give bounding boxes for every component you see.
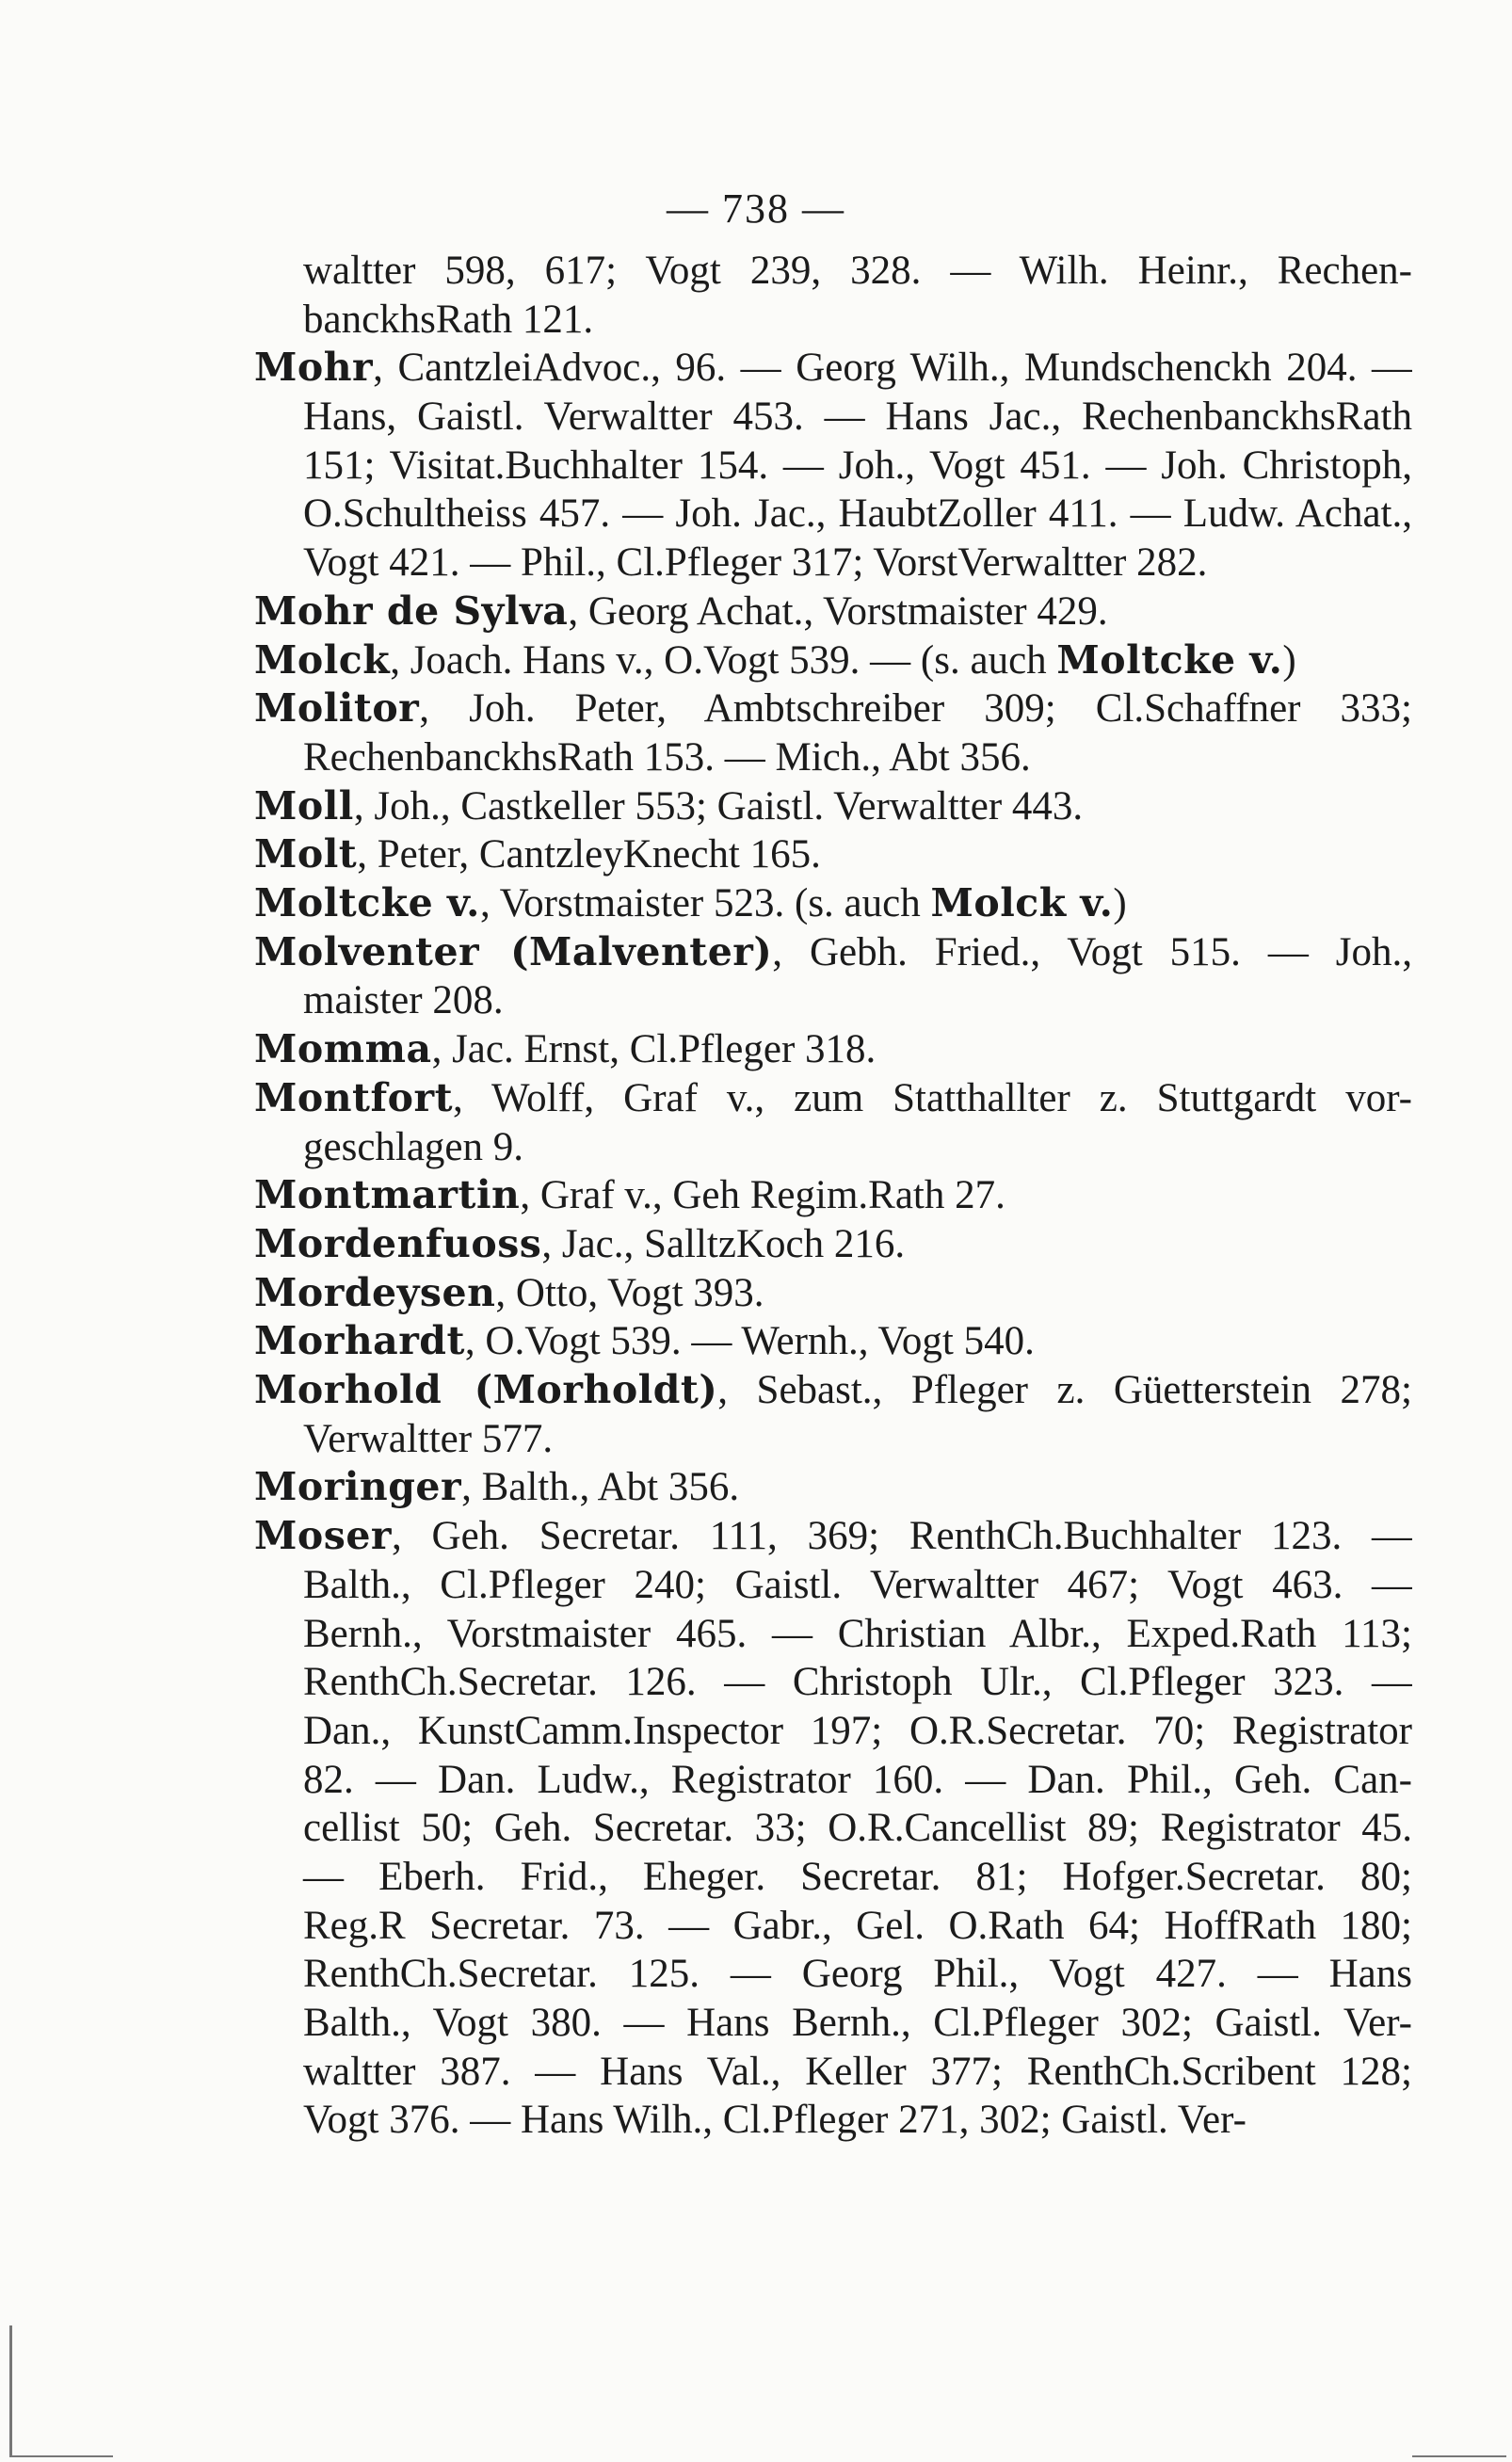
index-entry bbox=[254, 344, 1412, 587]
entry-line bbox=[254, 539, 1412, 587]
entry-text: , Joach. Hans v., O.Vogt 539. — (s. auch bbox=[390, 637, 1057, 683]
entry-headword: Mohr de Sylva bbox=[254, 587, 569, 634]
entry-headword: Montfort bbox=[254, 1074, 454, 1120]
entry-line bbox=[254, 587, 1412, 636]
entry-line bbox=[254, 1902, 1412, 1951]
entry-text: RenthCh.Secretar. 126. — Christoph Ulr., Cl.Pfleger 323. — bbox=[303, 1660, 1412, 1705]
index-entry bbox=[254, 1269, 1412, 1318]
entry-text: , Joh. Peter, Ambtschreiber 309; Cl.Schaffner 333; bbox=[419, 686, 1412, 732]
entry-text: Reg.R Secretar. 73. — Gabr., Gel. O.Rath 64; HoffRath 180; bbox=[303, 1903, 1412, 1948]
index-entry bbox=[254, 1512, 1412, 2145]
entry-headword: Moltcke v. bbox=[1056, 636, 1283, 683]
entry-headword: Moll bbox=[254, 782, 354, 829]
entry-text: — Eberh. Frid., Eheger. Secretar. 81; Hofger.Secretar. 80; bbox=[303, 1854, 1412, 1899]
entry-text: , Geh. Secretar. 111, 369; RenthCh.Buchhalter 123. — bbox=[392, 1514, 1412, 1559]
entry-text: cellist 50; Geh. Secretar. 33; O.R.Cancellist 89; Registrator 45. bbox=[303, 1806, 1412, 1851]
entry-line bbox=[254, 636, 1412, 685]
entry-line bbox=[254, 1707, 1412, 1756]
entry-headword: Momma bbox=[254, 1026, 432, 1072]
entry-line bbox=[254, 879, 1412, 928]
scan-border-bottom-right bbox=[1412, 2455, 1506, 2457]
entry-text: RechenbanckhsRath 153. — Mich., Abt 356. bbox=[303, 734, 1031, 780]
scan-border-left bbox=[9, 2325, 12, 2457]
entry-headword: Moringer bbox=[254, 1464, 462, 1510]
entry-line bbox=[254, 1171, 1412, 1220]
entry-text: 151; Visitat.Buchhalter 154. — Joh., Vogt 451. — Joh. Christoph, bbox=[303, 443, 1412, 488]
entry-line bbox=[254, 1950, 1412, 1999]
entry-line bbox=[254, 247, 1412, 296]
index-entry bbox=[254, 928, 1412, 1025]
entry-text: , Wolff, Graf v., zum Statthallter z. Stuttgardt vor- bbox=[453, 1075, 1412, 1120]
entry-text: , Jac., SalltzKoch 216. bbox=[541, 1221, 906, 1266]
index-entry bbox=[254, 830, 1412, 879]
entry-line bbox=[254, 490, 1412, 539]
entry-text: , O.Vogt 539. — Wernh., Vogt 540. bbox=[464, 1319, 1035, 1364]
index-entry bbox=[254, 587, 1412, 636]
entry-line bbox=[254, 928, 1412, 977]
entry-line bbox=[254, 2096, 1412, 2145]
entry-headword: Molventer (Malventer) bbox=[254, 928, 773, 974]
entry-text: banckhsRath 121. bbox=[303, 297, 594, 342]
entry-line bbox=[254, 1561, 1412, 1610]
entry-text: , Gebh. Fried., Vogt 515. — Joh., bbox=[772, 929, 1412, 974]
entry-text: , Vorstmaister 523. (s. auch bbox=[479, 881, 931, 926]
entry-text: geschlagen 9. bbox=[303, 1124, 524, 1169]
index-text-block bbox=[254, 247, 1412, 2145]
entry-headword: Molck bbox=[254, 636, 391, 683]
entry-line bbox=[254, 1025, 1412, 1074]
entry-text: Hans, Gaistl. Verwaltter 453. — Hans Jac., RechenbanckhsRath bbox=[303, 394, 1412, 440]
entry-text: maister 208. bbox=[303, 978, 504, 1023]
index-entry bbox=[254, 1317, 1412, 1366]
entry-text: , Jac. Ernst, Cl.Pfleger 318. bbox=[431, 1027, 877, 1072]
index-entry bbox=[254, 1463, 1412, 1512]
entry-text: , CantzleiAdvoc., 96. — Georg Wilh., Mundschenckh 204. — bbox=[373, 346, 1412, 391]
entry-text: ) bbox=[1113, 881, 1127, 926]
entry-line bbox=[254, 733, 1412, 782]
entry-line bbox=[254, 344, 1412, 393]
index-entry bbox=[254, 1220, 1412, 1269]
index-entry bbox=[254, 636, 1412, 685]
entry-text: Bernh., Vorstmaister 465. — Christian Albr., Exped.Rath 113; bbox=[303, 1611, 1412, 1656]
entry-headword: Molck v. bbox=[930, 880, 1114, 926]
index-entry bbox=[254, 879, 1412, 928]
entry-line bbox=[254, 1804, 1412, 1853]
entry-line bbox=[254, 1220, 1412, 1269]
entry-line bbox=[254, 976, 1412, 1025]
entry-text: Vogt 421. — Phil., Cl.Pfleger 317; VorstVerwaltter 282. bbox=[303, 540, 1208, 586]
entry-headword: Mohr bbox=[254, 345, 374, 391]
entry-text: ) bbox=[1282, 637, 1296, 683]
index-entry bbox=[254, 1025, 1412, 1074]
entry-text: Verwaltter 577. bbox=[303, 1416, 554, 1461]
entry-headword: Molitor bbox=[254, 685, 420, 732]
entry-line bbox=[254, 1123, 1412, 1172]
entry-line bbox=[254, 1415, 1412, 1464]
index-entry bbox=[254, 247, 1412, 344]
scan-border-bottom-left bbox=[9, 2455, 113, 2457]
entry-text: Balth., Cl.Pfleger 240; Gaistl. Verwaltter 467; Vogt 463. — bbox=[303, 1562, 1412, 1607]
entry-text: O.Schultheiss 457. — Joh. Jac., HaubtZoller 411. — Ludw. Achat., bbox=[303, 491, 1412, 537]
entry-line bbox=[254, 1999, 1412, 2048]
index-entry bbox=[254, 684, 1412, 781]
entry-line bbox=[254, 1853, 1412, 1902]
entry-line bbox=[254, 1317, 1412, 1366]
entry-text: waltter 598, 617; Vogt 239, 328. — Wilh. Heinr., Rechen- bbox=[303, 249, 1412, 293]
index-entry bbox=[254, 1366, 1412, 1463]
entry-line bbox=[254, 393, 1412, 442]
entry-line bbox=[254, 1463, 1412, 1512]
index-entry bbox=[254, 1171, 1412, 1220]
entry-headword: Morhardt bbox=[254, 1318, 465, 1364]
entry-text: RenthCh.Secretar. 125. — Georg Phil., Vogt 427. — Hans bbox=[303, 1952, 1412, 1997]
entry-text: , Otto, Vogt 393. bbox=[495, 1270, 764, 1315]
entry-line bbox=[254, 1610, 1412, 1659]
entry-line bbox=[254, 1074, 1412, 1123]
entry-headword: Morhold (Morholdt) bbox=[254, 1367, 718, 1413]
entry-text: Balth., Vogt 380. — Hans Bernh., Cl.Pfleger 302; Gaistl. Ver- bbox=[303, 2001, 1412, 2046]
entry-line bbox=[254, 684, 1412, 733]
entry-line bbox=[254, 830, 1412, 879]
entry-line bbox=[254, 782, 1412, 831]
entry-text: , Georg Achat., Vorstmaister 429. bbox=[568, 588, 1108, 634]
entry-headword: Mordeysen bbox=[254, 1269, 496, 1315]
entry-line bbox=[254, 1756, 1412, 1805]
entry-text: , Balth., Abt 356. bbox=[461, 1465, 740, 1510]
entry-line bbox=[254, 296, 1412, 345]
entry-text: Dan., KunstCamm.Inspector 197; O.R.Secretar. 70; Registrator bbox=[303, 1708, 1412, 1753]
entry-text: , Graf v., Geh Regim.Rath 27. bbox=[520, 1173, 1005, 1218]
entry-headword: Mordenfuoss bbox=[254, 1220, 542, 1266]
entry-line bbox=[254, 2048, 1412, 2097]
entry-line bbox=[254, 1658, 1412, 1707]
entry-text: , Peter, CantzleyKnecht 165. bbox=[357, 832, 821, 877]
page-number: — 738 — bbox=[667, 185, 845, 232]
entry-line bbox=[254, 1269, 1412, 1318]
index-entry bbox=[254, 1074, 1412, 1171]
entry-headword: Montmartin bbox=[254, 1172, 521, 1218]
entry-line bbox=[254, 1366, 1412, 1415]
index-entry bbox=[254, 782, 1412, 831]
entry-headword: Moltcke v. bbox=[254, 880, 480, 926]
entry-text: waltter 387. — Hans Val., Keller 377; RenthCh.Scribent 128; bbox=[303, 2049, 1412, 2094]
entry-line bbox=[254, 442, 1412, 491]
entry-line bbox=[254, 1512, 1412, 1561]
entry-text: Vogt 376. — Hans Wilh., Cl.Pfleger 271, 302; Gaistl. Ver- bbox=[303, 2098, 1247, 2143]
entry-text: 82. — Dan. Ludw., Registrator 160. — Dan. Phil., Geh. Can- bbox=[303, 1757, 1412, 1802]
entry-headword: Molt bbox=[254, 831, 358, 877]
entry-headword: Moser bbox=[254, 1513, 392, 1559]
entry-text: , Joh., Castkeller 553; Gaistl. Verwaltter 443. bbox=[353, 783, 1084, 829]
entry-text: , Sebast., Pfleger z. Güetterstein 278; bbox=[717, 1368, 1412, 1413]
